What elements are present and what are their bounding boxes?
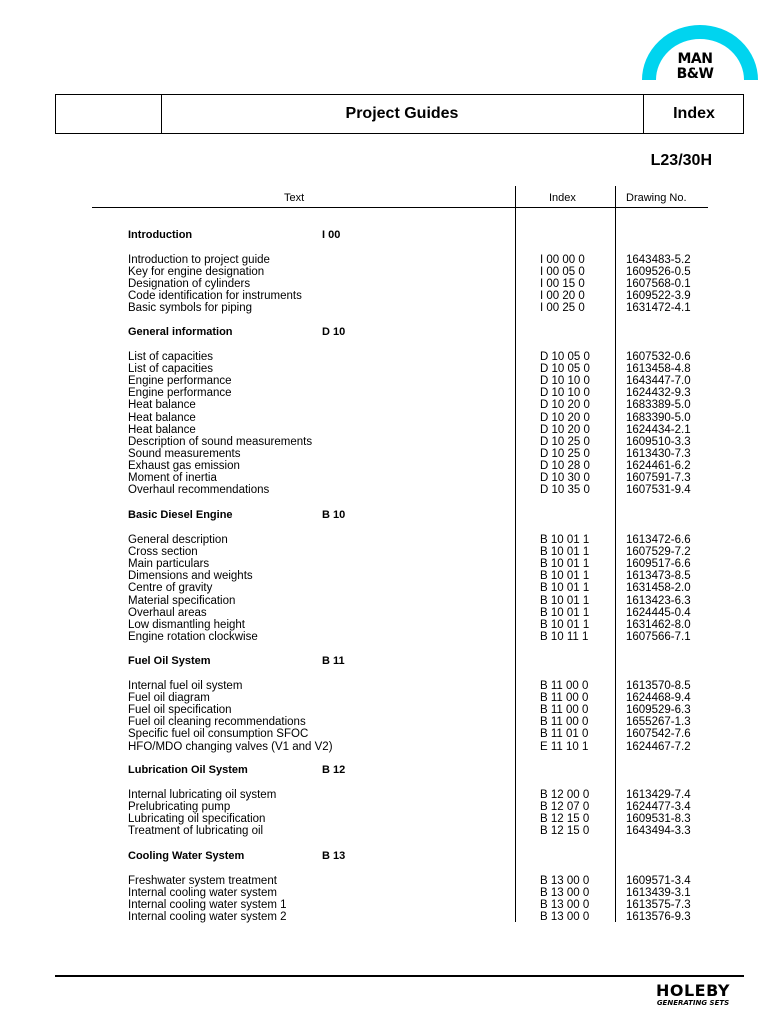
row-index: B 10 01 1 [540,570,590,583]
row-drawing: 1609522-3.9 [626,290,691,303]
row-index: B 12 07 0 [540,801,590,814]
row-index: B 11 00 0 [540,692,589,705]
row-index: I 00 20 0 [540,290,585,303]
row-text: Fuel oil specification [128,704,232,717]
row-text: Fuel oil diagram [128,692,210,705]
row-text: Moment of inertia [128,472,217,484]
row-text: Prelubricating pump [128,801,231,814]
section-code: I 00 [322,229,341,241]
row-text: Sound measurements [128,447,241,460]
row-drawing: 1613429-7.4 [626,789,691,801]
row-index: B 11 00 0 [540,704,589,717]
section-title: Lubrication Oil System [128,764,248,776]
title-box [55,94,744,134]
row-index: B 13 00 0 [540,887,590,900]
row-text: Specific fuel oil consumption SFOC [128,728,309,741]
row-text: Overhaul areas [128,606,207,619]
row-index: B 12 15 0 [540,825,590,838]
row-drawing: 1609529-6.3 [626,704,691,717]
row-index: B 10 01 1 [540,582,590,595]
row-index: D 10 05 0 [540,363,590,376]
title-box-left-cell [56,95,162,133]
row-index: B 13 00 0 [540,899,590,912]
row-index: D 10 20 0 [540,411,590,424]
row-drawing: 1609517-6.6 [626,558,691,571]
row-index: D 10 10 0 [540,375,590,388]
row-index: D 10 20 0 [540,423,590,436]
row-index: B 11 00 0 [540,716,589,729]
row-drawing: 1609531-8.3 [626,813,691,826]
column-header-drawing: Drawing No. [626,192,687,204]
section-title: General information [128,326,233,338]
row-drawing: 1643447-7.0 [626,375,691,388]
row-drawing: 1631458-2.0 [626,582,691,595]
row-text: Freshwater system treatment [128,875,277,887]
column-header-text: Text [284,192,305,204]
row-drawing: 1624468-9.4 [626,692,691,705]
row-drawing: 1655267-1.3 [626,716,691,729]
row-text: Treatment of lubricating oil [128,825,264,838]
row-index: B 13 00 0 [540,875,590,887]
column-divider-drawing [615,186,616,922]
row-text: Material specification [128,594,236,607]
row-text: Exhaust gas emission [128,459,240,472]
row-index: B 10 01 1 [540,558,590,571]
section-title: Cooling Water System [128,850,245,862]
row-text: Internal cooling water system 2 [128,911,287,924]
section-code: B 11 [322,655,345,667]
row-text: List of capacities [128,351,214,363]
holeby-logo [652,983,734,1007]
row-text: Internal fuel oil system [128,680,243,692]
row-index: D 10 20 0 [540,399,590,412]
row-drawing: 1607542-7.6 [626,728,691,741]
row-index: D 10 28 0 [540,459,590,472]
row-text: Lubricating oil specification [128,813,266,826]
section-code: B 13 [322,850,346,862]
row-text: Key for engine designation [128,266,265,279]
row-drawing: 1631472-4.1 [626,302,691,315]
engine-model: L23/30H [650,152,712,169]
row-text: Heat balance [128,399,196,412]
row-index: B 10 01 1 [540,534,590,546]
row-drawing: 1607566-7.1 [626,630,691,643]
row-text: Internal cooling water system 1 [128,899,287,912]
row-index: B 12 00 0 [540,789,590,801]
row-drawing: 1613576-9.3 [626,911,691,924]
row-drawing: 1683390-5.0 [626,411,691,424]
row-index: B 10 01 1 [540,606,590,619]
row-index: E 11 10 1 [540,740,589,753]
column-header-index: Index [549,192,576,204]
row-drawing: 1609526-0.5 [626,266,691,279]
row-text: Basic symbols for piping [128,302,252,315]
row-drawing: 1624445-0.4 [626,606,691,619]
section-title: Fuel Oil System [128,655,211,667]
row-text: Engine performance [128,375,232,388]
row-text: Internal cooling water system [128,887,277,900]
row-text: Description of sound measurements [128,435,313,448]
row-text: Heat balance [128,411,196,424]
row-drawing: 1607531-9.4 [626,484,691,497]
row-text: General description [128,534,228,546]
row-text: Engine rotation clockwise [128,630,258,643]
logo-line-2: B&W [676,66,714,82]
holeby-brand: HOLEBY [655,981,731,1000]
row-drawing: 1643494-3.3 [626,825,691,838]
section-code: B 12 [322,764,346,776]
row-index: D 10 10 0 [540,387,590,400]
row-drawing: 1613430-7.3 [626,447,691,460]
row-drawing: 1613423-6.3 [626,594,691,607]
footer-rule [55,975,744,977]
row-drawing: 1609510-3.3 [626,435,691,448]
section-title: Basic Diesel Engine [128,509,233,521]
row-drawing: 1624477-3.4 [626,801,691,814]
row-index: B 10 01 1 [540,546,590,559]
row-index: B 10 01 1 [540,618,590,631]
row-drawing: 1607529-7.2 [626,546,691,559]
row-text: Dimensions and weights [128,570,253,583]
holeby-subtitle: GENERATING SETS [656,999,730,1007]
row-text: Main particulars [128,558,210,571]
row-text: Engine performance [128,387,232,400]
row-text: HFO/MDO changing valves (V1 and V2) [128,740,333,753]
row-drawing: 1624432-9.3 [626,387,691,400]
row-drawing: 1607568-0.1 [626,278,691,291]
row-text: Fuel oil cleaning recommendations [128,716,306,729]
row-text: Introduction to project guide [128,254,270,266]
row-index: B 11 00 0 [540,680,589,692]
row-text: Overhaul recommendations [128,484,270,497]
row-drawing: 1624461-6.2 [626,459,691,472]
row-text: List of capacities [128,363,214,376]
row-index: B 13 00 0 [540,911,590,924]
row-text: Low dismantling height [128,618,245,631]
row-drawing: 1631462-8.0 [626,618,691,631]
row-drawing: 1613575-7.3 [626,899,691,912]
row-drawing: 1613458-4.8 [626,363,691,376]
row-index: B 11 01 0 [540,728,589,741]
row-text: Cross section [128,546,198,559]
row-index: D 10 25 0 [540,435,590,448]
logo-line-1: MAN [677,51,713,67]
row-drawing: 1613570-8.5 [626,680,691,692]
row-index: B 10 01 1 [540,594,590,607]
row-text: Centre of gravity [128,582,213,595]
row-drawing: 1624434-2.1 [626,423,691,436]
row-text: Designation of cylinders [128,278,251,291]
row-drawing: 1683389-5.0 [626,399,691,412]
row-index: I 00 05 0 [540,266,585,279]
row-drawing: 1607532-0.6 [626,351,691,363]
section-code: D 10 [322,326,346,338]
page-type-label: Index [673,105,715,122]
row-index: I 00 15 0 [540,278,585,291]
row-index: D 10 25 0 [540,447,590,460]
column-divider-index [515,186,516,922]
row-drawing: 1613472-6.6 [626,534,691,546]
row-index: D 10 05 0 [540,351,590,363]
row-index: B 10 11 1 [540,630,589,643]
row-index: B 12 15 0 [540,813,590,826]
row-text: Heat balance [128,423,196,436]
section-title: Introduction [128,229,193,241]
section-code: B 10 [322,509,346,521]
row-text: Internal lubricating oil system [128,789,277,801]
row-drawing: 1609571-3.4 [626,875,691,887]
row-drawing: 1613473-8.5 [626,570,691,583]
page-title: Project Guides [161,95,644,133]
row-text: Code identification for instruments [128,290,302,303]
row-index: D 10 30 0 [540,472,590,484]
row-index: I 00 00 0 [540,254,585,266]
row-drawing: 1643483-5.2 [626,254,691,266]
row-drawing: 1613439-3.1 [626,887,691,900]
row-drawing: 1624467-7.2 [626,740,691,753]
row-index: I 00 25 0 [540,302,585,315]
row-index: D 10 35 0 [540,484,590,497]
row-drawing: 1607591-7.3 [626,472,691,484]
